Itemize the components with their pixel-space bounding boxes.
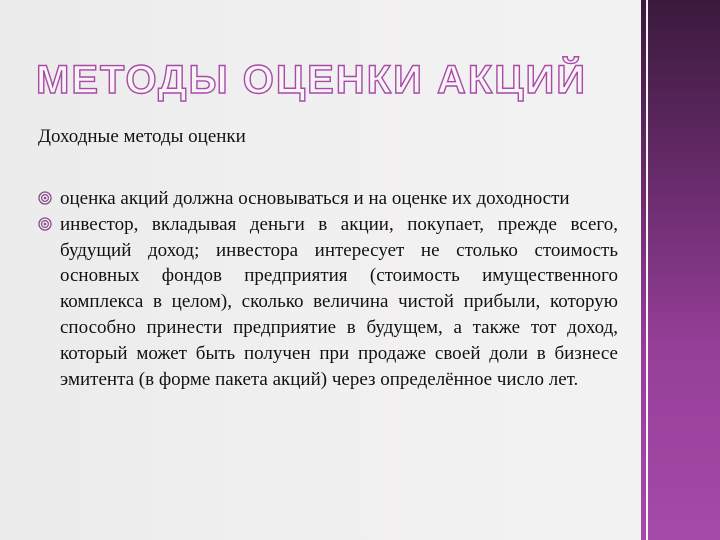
bullet-item bbox=[38, 186, 618, 212]
target-bullet-icon bbox=[38, 191, 52, 205]
side-panel-divider bbox=[646, 0, 648, 540]
bullet-text: оценка акций должна основываться и на оценке их доходности bbox=[60, 188, 570, 209]
slide-title: МЕТОДЫ ОЦЕНКИ АКЦИЙ bbox=[36, 58, 587, 102]
bullet-list bbox=[38, 186, 618, 392]
slide-subtitle: Доходные методы оценки bbox=[38, 126, 246, 147]
decorative-side-panel bbox=[641, 0, 720, 540]
bullet-item bbox=[38, 212, 618, 393]
target-bullet-icon bbox=[38, 217, 52, 231]
bullet-text: инвестор, вкладывая деньги в акции, покупает, прежде всего, будущий доход; инвестора интересует не столько стоимость основных фондов предприятия (стоимость имущественного комплекса в целом), сколько величина чистой прибыли, которую способно принести предприятие в будущем, а также тот доход, который может быть получен при продаже своей доли в бизнесе эмитента (в форме пакета акций) через определённое число лет. bbox=[60, 213, 618, 390]
